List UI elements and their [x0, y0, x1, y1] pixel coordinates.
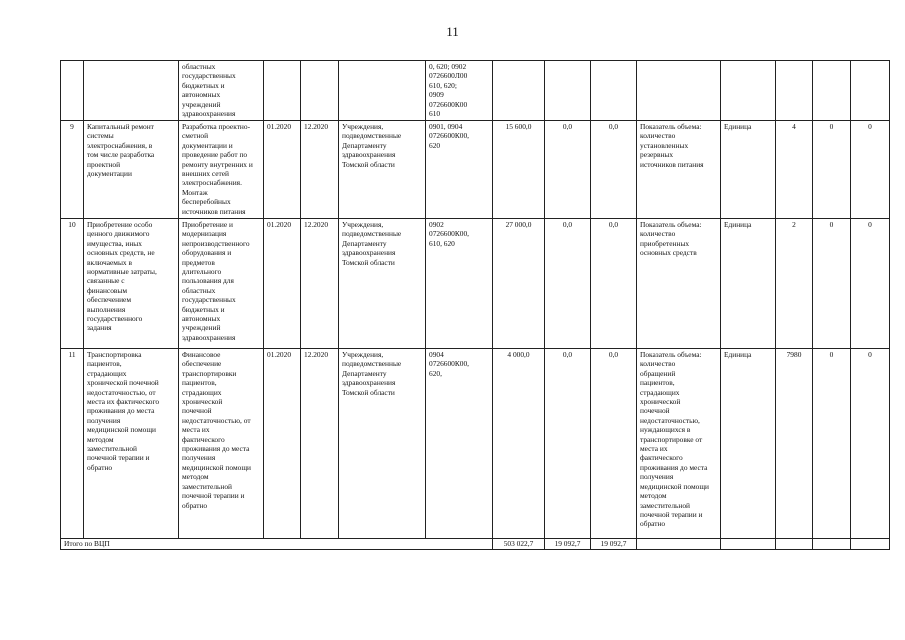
cell-start [264, 61, 301, 121]
cell-indicator [637, 61, 721, 121]
unit: Единица [721, 349, 776, 539]
total-row [61, 539, 890, 550]
cell-name [84, 61, 179, 121]
cell-activity: областных государственных бюджетных и автономных учреждений здравоохранения [179, 61, 264, 121]
sum-a: 0,0 [545, 121, 591, 219]
table-row [61, 349, 890, 539]
value-2: 0 [851, 349, 890, 539]
total-sum: 503 022,7 [493, 539, 545, 550]
table-row [61, 121, 890, 219]
sum-a: 0,0 [545, 349, 591, 539]
activity-description: Финансовое обеспечение транспортировки пациентов, страдающих хронической почечной недостаточностью, от места их фактического проживания до места получения медицинской помощи методом заместительной почечной терапии и обратно [179, 349, 264, 539]
executor: Учреждения, подведомственные Департаменту здравоохранения Томской области [339, 219, 426, 349]
cell-unit [721, 61, 776, 121]
program-measures-table [60, 60, 890, 550]
unit: Единица [721, 219, 776, 349]
budget-code: 0901, 0904 0726600К00, 620 [426, 121, 493, 219]
sum-b: 0,0 [591, 349, 637, 539]
row-number: 10 [61, 219, 84, 349]
executor: Учреждения, подведомственные Департаменту здравоохранения Томской области [339, 121, 426, 219]
budget-code: 0902 0726600К00, 610, 620 [426, 219, 493, 349]
total-empty [851, 539, 890, 550]
cell-v2 [851, 61, 890, 121]
sum-a: 0,0 [545, 219, 591, 349]
sum-b: 0,0 [591, 121, 637, 219]
value-2: 0 [851, 121, 890, 219]
cell-sum-total [493, 61, 545, 121]
table-row-continuation [61, 61, 890, 121]
value-1: 0 [813, 219, 851, 349]
cell-v1 [813, 61, 851, 121]
unit: Единица [721, 121, 776, 219]
start-date: 01.2020 [264, 121, 301, 219]
sum-total: 27 000,0 [493, 219, 545, 349]
sum-b: 0,0 [591, 219, 637, 349]
measure-name: Приобретение особо ценного движимого имущества, иных основных средств, не включаемых в нормативные затраты, связанные с финансовым обеспечением выполнения государственного задания [84, 219, 179, 349]
value-1: 0 [813, 349, 851, 539]
end-date: 12.2020 [301, 121, 339, 219]
measure-name: Капитальный ремонт системы электроснабжения, в том числе разработка проектной документации [84, 121, 179, 219]
sum-total: 4 000,0 [493, 349, 545, 539]
total-label: Итого по ВЦП [61, 539, 493, 550]
value-1: 0 [813, 121, 851, 219]
end-date: 12.2020 [301, 349, 339, 539]
page-number: 11 [446, 24, 459, 39]
plan-value: 4 [776, 121, 813, 219]
start-date: 01.2020 [264, 219, 301, 349]
cell-num [61, 61, 84, 121]
measure-name: Транспортировка пациентов, страдающих хронической почечной недостаточностью, от места их фактического проживания до места получения медицинской помощи методом заместительной почечной терапии и обратно [84, 349, 179, 539]
plan-value: 7980 [776, 349, 813, 539]
cell-plan [776, 61, 813, 121]
cell-sum-b [591, 61, 637, 121]
cell-sum-a [545, 61, 591, 121]
indicator: Показатель объема: количество установленных резервных источников питания [637, 121, 721, 219]
total-empty [813, 539, 851, 550]
total-empty [721, 539, 776, 550]
end-date: 12.2020 [301, 219, 339, 349]
executor: Учреждения, подведомственные Департаменту здравоохранения Томской области [339, 349, 426, 539]
total-empty [637, 539, 721, 550]
activity-description: Разработка проектно- сметной документации и проведение работ по ремонту внутренних и внешних сетей электроснабжения. Монтаж бесперебойных источников питания [179, 121, 264, 219]
start-date: 01.2020 [264, 349, 301, 539]
total-sum-b: 19 092,7 [591, 539, 637, 550]
cell-end [301, 61, 339, 121]
cell-executor [339, 61, 426, 121]
activity-description: Приобретение и модернизация непроизводственного оборудования и предметов длительного пользования для областных государственных бюджетных и автономных учреждений здравоохранения [179, 219, 264, 349]
indicator: Показатель объема: количество приобретенных основных средств [637, 219, 721, 349]
indicator: Показатель объема: количество обращений пациентов, страдающих хронической почечной недостаточностью, нуждающихся в транспортировке от места их фактического проживания до места получения медицинской помощи методом заместительной почечной терапии и обратно [637, 349, 721, 539]
sum-total: 15 600,0 [493, 121, 545, 219]
value-2: 0 [851, 219, 890, 349]
table-row [61, 219, 890, 349]
row-number: 11 [61, 349, 84, 539]
total-empty [776, 539, 813, 550]
plan-value: 2 [776, 219, 813, 349]
cell-kbk: 0, 620; 0902 0726600Л00 610, 620; 0909 0726600К00 610 [426, 61, 493, 121]
total-sum-a: 19 092,7 [545, 539, 591, 550]
budget-code: 0904 0726600К00, 620, [426, 349, 493, 539]
row-number: 9 [61, 121, 84, 219]
